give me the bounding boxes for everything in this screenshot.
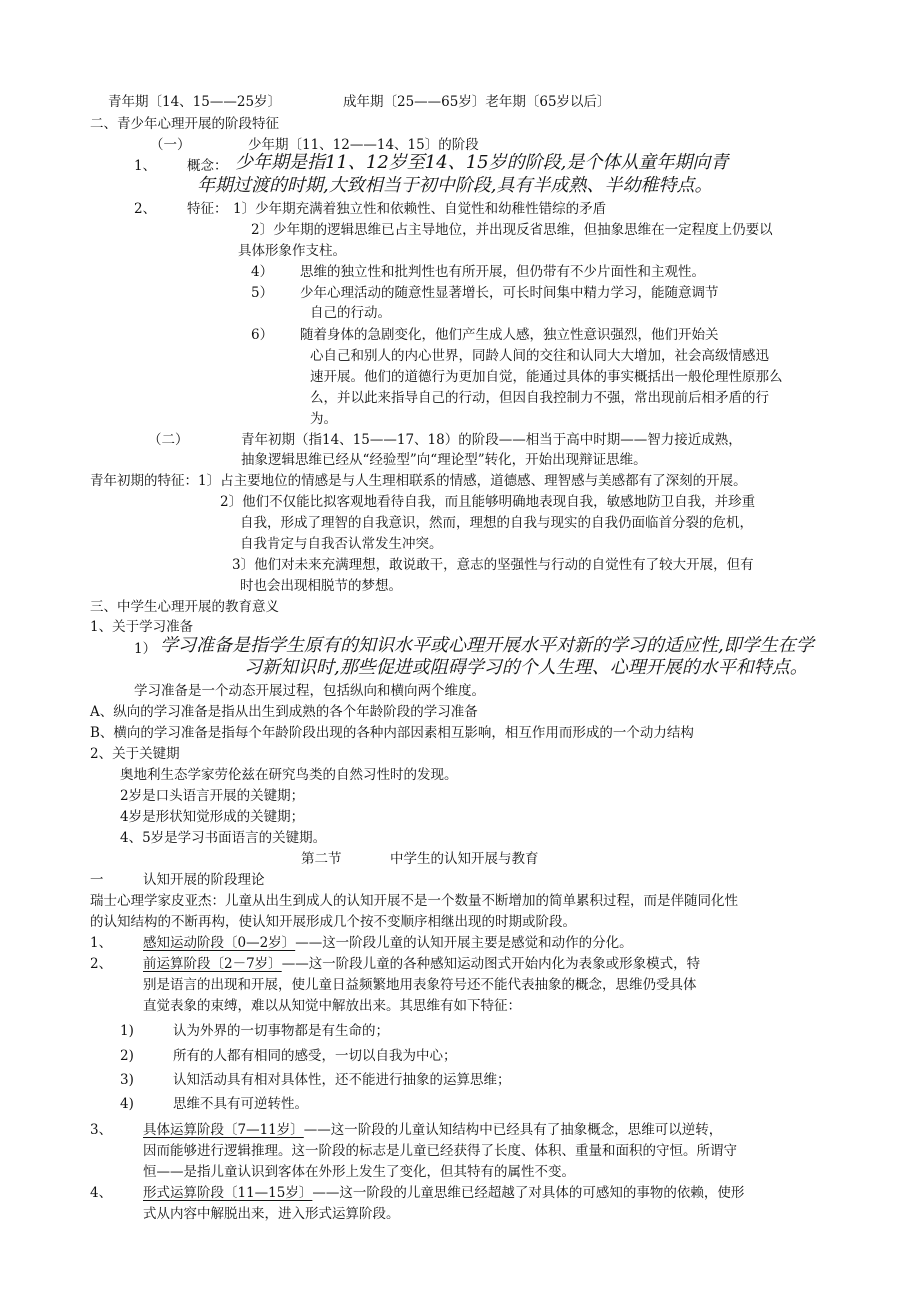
item-number: 4、 [90, 1185, 113, 1201]
feature-line: 么，并以此来指导自己的行动，但因自我控制力不强，常出现前后相矛盾的行 [310, 390, 769, 406]
concept-definition-line: 少年期是指11、12岁至14、15岁的阶段,是个体从童年期向青 [235, 152, 729, 173]
paragraph-line: 因而能够进行逻辑推理。这一阶段的标志是儿童已经获得了长度、体积、重量和面积的守恒。所谓守 [143, 1143, 737, 1159]
stage-name: 感知运动阶段〔0—2岁〕 [143, 935, 296, 951]
item-number: 3) [120, 1072, 134, 1088]
feature-line: 1〕少年期充满着独立性和依赖性、自觉性和幼稚性错综的矛盾 [233, 201, 607, 217]
feature-line: 具体形象作支柱。 [238, 243, 346, 259]
item-number: 3、 [90, 1122, 113, 1138]
stage-description: ——这一阶段儿童的各种感知运动图式开始内化为表象或形象模式，特 [281, 956, 701, 972]
item-number: 1、 [90, 935, 113, 951]
subsection-text: 抽象逻辑思维已经从“经验型”向“理论型”转化，开始出现辩证思维。 [241, 452, 647, 468]
paragraph-line: 奥地利生态学家劳伦兹在研究鸟类的自然习性时的发现。 [120, 767, 458, 783]
feature-line: 思维的独立性和批判性也有所开展，但仍带有不少片面性和主观性。 [300, 264, 705, 280]
item-number: 2) [120, 1048, 134, 1064]
item-number: 1) [120, 1023, 134, 1039]
subsection-title-1: 少年期〔11、12——14、15〕的阶段 [248, 137, 479, 153]
stage-youth: 青年期〔14、15——25岁〕 [108, 94, 282, 110]
chapter-section-title: 中学生的认知开展与教育 [390, 851, 539, 867]
trait-line: 认为外界的一切事物都是有生命的； [173, 1023, 389, 1039]
topic-heading: 2、关于关键期 [90, 746, 180, 762]
learning-readiness-definition: 学习准备是指学生原有的知识水平或心理开展水平对新的学习的适应性,即学生在学 [160, 635, 814, 656]
paragraph-line: 4、5岁是学习书面语言的关键期。 [120, 830, 327, 846]
stage-description: ——这一阶段儿童的认知开展主要是感觉和动作的分化。 [295, 935, 633, 951]
subsection-label-1: （一） [150, 137, 191, 153]
paragraph-line: 学习准备是一个动态开展过程，包括纵向和横向两个维度。 [134, 683, 485, 699]
feature-line: 为。 [310, 411, 337, 427]
item-number: 1） [134, 641, 157, 657]
item-number: 6） [251, 327, 274, 343]
item-number: 1、 [134, 158, 157, 174]
trait-line: 所有的人都有相同的感受，一切以自我为中心； [173, 1048, 457, 1064]
item-number: 一 [90, 872, 104, 888]
stage-name: 前运算阶段〔2－7岁〕 [143, 956, 282, 972]
stage-line [143, 955, 700, 973]
paragraph-line: 2岁是口头语言开展的关键期； [120, 788, 305, 804]
subsection-title-2: 青年初期（指14、15——17、18）的阶段——相当于高中时期——智力接近成熟， [241, 432, 742, 448]
learning-readiness-definition: 习新知识时,那些促进或阻碍学习的个人生理、心理开展的水平和特点。 [244, 657, 808, 678]
item-number: 5） [251, 285, 274, 301]
subsection-label-2: （二） [148, 432, 189, 448]
paragraph-line: 直觉表象的束缚，难以从知觉中解放出来。其思维有如下特征： [143, 998, 521, 1014]
paragraph-line: A、纵向的学习准备是指从出生到成熟的各个年龄阶段的学习准备 [90, 704, 478, 720]
topic-heading: 1、关于学习准备 [90, 619, 194, 635]
stage-name: 形式运算阶段〔11—15岁〕 [143, 1185, 313, 1201]
feature-line: 心自己和别人的内心世界，同龄人间的交往和认同大大增加，社会高级情感迅 [310, 348, 769, 364]
feature-line: 自己的行动。 [310, 305, 391, 321]
topic-heading: 认知开展的阶段理论 [143, 872, 265, 888]
youth-feature-line: 时也会出现相脱节的梦想。 [240, 578, 402, 594]
chapter-section-number: 第二节 [301, 851, 342, 867]
paragraph-line: 瑞士心理学家皮亚杰：儿童从出生到成人的认知开展不是一个数量不断增加的简单累积过程，而是伴随同化性 [90, 893, 738, 909]
paragraph-line: 的认知结构的不断再构，使认知开展形成几个按不变顺序相继出现的时期或阶段。 [90, 914, 576, 930]
trait-line: 认知活动具有相对具体性，还不能进行抽象的运算思维； [173, 1072, 511, 1088]
stage-description: ——这一阶段的儿童思维已经超越了对具体的可感知的事物的依赖，使形 [312, 1185, 745, 1201]
paragraph-line: 式从内容中解脱出来，进入形式运算阶段。 [143, 1206, 400, 1222]
item-number: 4) [120, 1096, 134, 1112]
section-heading-3: 三、中学生心理开展的教育意义 [90, 599, 279, 615]
feature-line: 速开展。他们的道德行为更加自觉，能通过具体的事实概括出一般伦理性原那么 [310, 369, 783, 385]
section-heading-2: 二、青少年心理开展的阶段特征 [90, 116, 279, 132]
youth-feature-line: 自我，形成了理智的自我意识，然而，理想的自我与现实的自我仍面临首分裂的危机， [240, 515, 753, 531]
stage-adult-old: 成年期〔25——65岁〕老年期〔65岁以后〕 [343, 94, 611, 110]
stage-description: ——这一阶段的儿童认知结构中已经具有了抽象概念，思维可以逆转， [303, 1122, 723, 1138]
stage-line [143, 1184, 744, 1202]
paragraph-line: 别是语言的出现和开展，使儿童日益频繁地用表象符号还不能代表抽象的概念，思维仍受具体 [143, 977, 697, 993]
item-number: 2、 [134, 201, 157, 217]
concept-label: 概念： [187, 158, 228, 174]
youth-feature-line: 3〕他们对未来充满理想，敢说敢干，意志的坚强性与行动的自觉性有了较大开展，但有 [232, 557, 754, 573]
feature-line: 随着身体的急剧变化，他们产生成人感，独立性意识强烈，他们开始关 [300, 327, 719, 343]
trait-line: 思维不具有可逆转性。 [173, 1096, 308, 1112]
youth-feature-line: 2〕他们不仅能比拟客观地看待自我，而且能够明确地表现自我，敏感地防卫自我，并珍重 [220, 494, 756, 510]
item-number: 4） [251, 264, 274, 280]
item-number: 2、 [90, 956, 113, 972]
stage-name: 具体运算阶段〔7—11岁〕 [143, 1122, 304, 1138]
paragraph-line: B、横向的学习准备是指每个年龄阶段出现的各种内部因素相互影响，相互作用而形成的一个动力结构 [90, 725, 694, 741]
paragraph-line: 恒——是指儿童认识到客体在外形上发生了变化，但其特有的属性不变。 [143, 1164, 575, 1180]
stage-line [143, 1121, 722, 1139]
stage-line [143, 934, 633, 952]
youth-feature-line: 青年初期的特征：1〕占主要地位的情感是与人生理相联系的情感，道德感、理智感与美感都有了深刻的开展。 [90, 473, 747, 489]
feature-label: 特征： [187, 201, 228, 217]
concept-definition-line: 年期过渡的时期,大致相当于初中阶段,具有半成熟、半幼稚特点。 [197, 175, 713, 196]
feature-line: 少年心理活动的随意性显著增长，可长时间集中精力学习，能随意调节 [300, 285, 719, 301]
feature-line: 2〕少年期的逻辑思维已占主导地位，并出现反省思维，但抽象思维在一定程度上仍要以 [251, 222, 773, 238]
paragraph-line: 4岁是形状知觉形成的关键期； [120, 809, 305, 825]
youth-feature-line: 自我肯定与自我否认常发生冲突。 [240, 536, 443, 552]
